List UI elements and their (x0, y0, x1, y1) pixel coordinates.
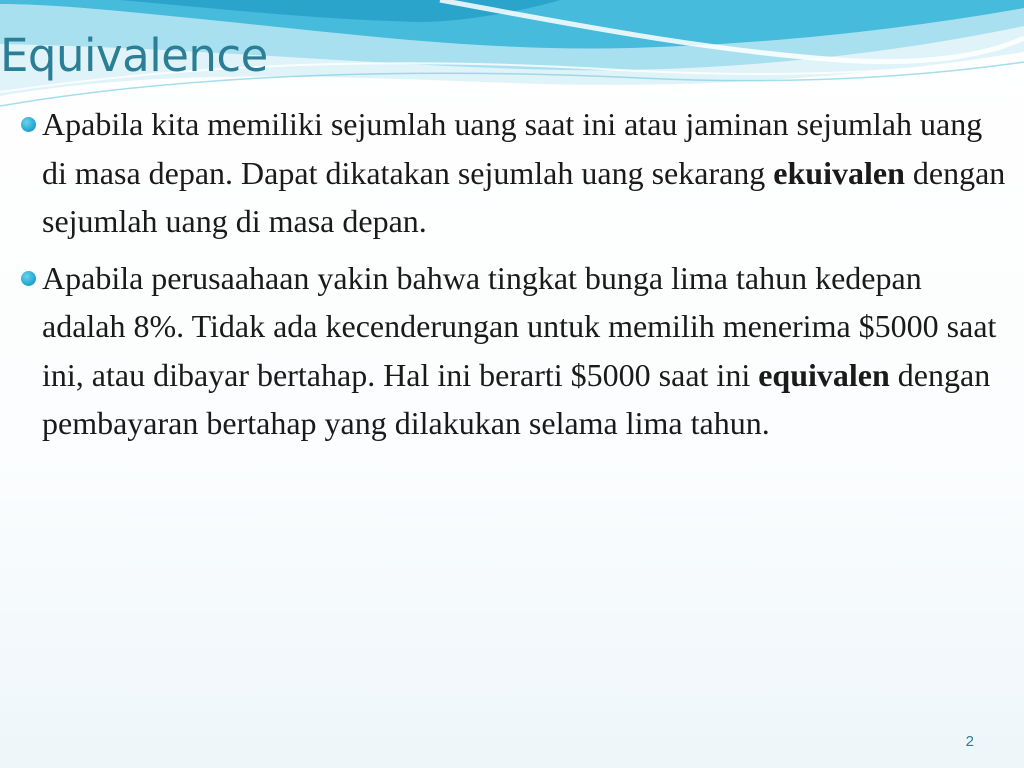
bullet-item (18, 100, 1008, 246)
bullet-text-part: Apabila perusaahaan yakin bahwa tingkat bunga lima tahun kedepan adalah 8%. Tidak ada kecenderungan untuk memilih menerima $5000 saat ini, atau dibayar bertahap. Hal ini berarti $5000 saat ini (42, 259, 997, 393)
bullet-item (18, 254, 1008, 448)
bullet-bold-term: equivalen (758, 356, 890, 393)
slide-title: Equivalence (0, 29, 268, 82)
bullet-dot-icon (21, 117, 36, 132)
bullet-text (42, 100, 1008, 246)
bullet-dot-icon (21, 271, 36, 286)
bullet-text (42, 254, 1008, 448)
bullet-text-part: dengan sejumlah uang di masa depan. (42, 154, 1006, 239)
slide-content (18, 100, 1008, 456)
bullet-text-part: dengan pembayaran bertahap yang dilakukan selama lima tahun. (42, 356, 991, 441)
page-number: 2 (965, 733, 974, 750)
bullet-bold-term: ekuivalen (773, 154, 905, 191)
bullet-text-part: Apabila kita memiliki sejumlah uang saat ini atau jaminan sejumlah uang di masa depan. Dapat dikatakan sejumlah uang sekarang (42, 106, 983, 191)
